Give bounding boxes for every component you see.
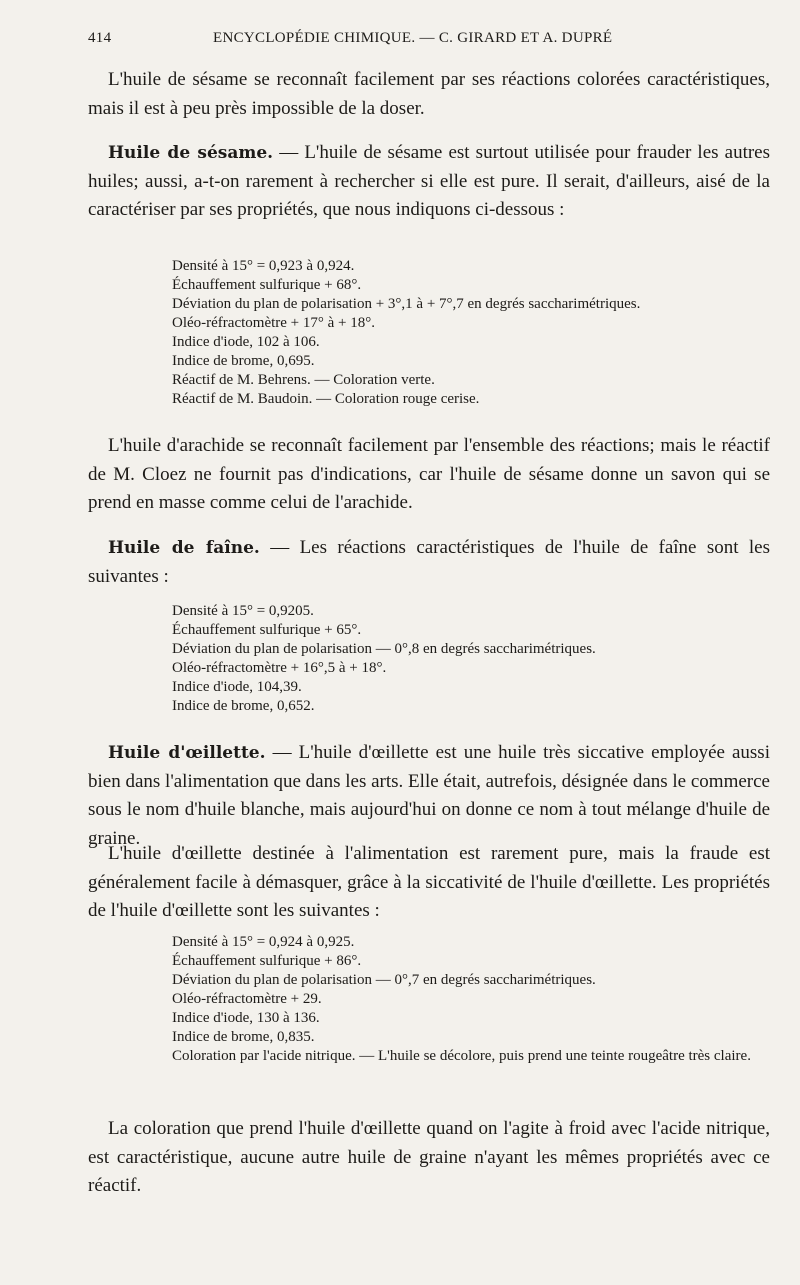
list-item: Déviation du plan de polarisation — 0°,8 en degrés saccharimétriques. [172, 641, 596, 657]
list-item: Déviation du plan de polarisation — 0°,7 en degrés saccharimétriques. [172, 972, 596, 988]
list-item: Indice de brome, 0,695. [172, 353, 315, 369]
list-item: Échauffement sulfurique + 86°. [172, 953, 362, 969]
list-item: Densité à 15° = 0,9205. [172, 603, 314, 619]
list-item: Oléo-réfractomètre + 16°,5 à + 18°. [172, 660, 387, 676]
section-huile-oeillette: Huile d'œillette. — L'huile d'œillette est une huile très siccative employée aussi bien dans l'alimentation que dans les arts. Elle était, autrefois, désignée dans le commerce sous le nom d'huile blanche, mais aujourd'hui on donne ce nom à tout mélange d'huile de graine. [88, 742, 770, 849]
list-item: Coloration par l'acide nitrique. — L'huile se décolore, puis prend une teinte rougeâtre très claire. [172, 1048, 751, 1064]
running-title: ENCYCLOPÉDIE CHIMIQUE. — C. GIRARD ET A. DUPRÉ [213, 30, 613, 46]
section-heading: Huile d'œillette. [108, 743, 266, 763]
list-item: Réactif de M. Baudoin. — Coloration rouge cerise. [172, 391, 480, 407]
section-heading: Huile de faîne. [108, 538, 260, 558]
section-huile-sesame: Huile de sésame. — L'huile de sésame est surtout utilisée pour frauder les autres huiles; aussi, a-t-on rarement à rechercher si elle est pure. Il serait, d'ailleurs, aisé de la caractériser par ses propriétés, que nous indiquons ci-dessous : [88, 142, 770, 220]
paragraph-final: La coloration que prend l'huile d'œillette quand on l'agite à froid avec l'acide nitrique, est caractéristique, aucune autre huile de graine n'ayant les mêmes propriétés avec ce réactif. [88, 1118, 770, 1196]
faine-properties-list [172, 602, 772, 716]
paragraph-sesame-intro: L'huile de sésame se reconnaît facilement par ses réactions colorées caractéristiques, mais il est à peu près impossible de la doser. [88, 69, 770, 119]
paragraph-arachide: L'huile d'arachide se reconnaît facilement par l'ensemble des réactions; mais le réactif de M. Cloez ne fournit pas d'indications, car l'huile de sésame donne un savon qui se prend en masse comme celui de l'arachide. [88, 435, 770, 513]
list-item: Indice d'iode, 102 à 106. [172, 334, 320, 350]
list-item: Réactif de M. Behrens. — Coloration verte. [172, 372, 435, 388]
list-item: Indice d'iode, 104,39. [172, 679, 302, 695]
section-huile-faine: Huile de faîne. — Les réactions caractéristiques de l'huile de faîne sont les suivantes : [88, 537, 771, 587]
page-number: 414 [88, 30, 112, 46]
list-item: Échauffement sulfurique + 68°. [172, 277, 362, 293]
sesame-properties-list [172, 257, 772, 409]
oeillette-properties-list [172, 933, 772, 1066]
list-item: Déviation du plan de polarisation + 3°,1 à + 7°,7 en degrés saccharimétriques. [172, 296, 641, 312]
list-item: Indice de brome, 0,652. [172, 698, 315, 714]
list-item: Oléo-réfractomètre + 17° à + 18°. [172, 315, 375, 331]
list-item: Densité à 15° = 0,924 à 0,925. [172, 934, 355, 950]
list-item: Oléo-réfractomètre + 29. [172, 991, 322, 1007]
list-item: Densité à 15° = 0,923 à 0,924. [172, 258, 355, 274]
list-item: Indice de brome, 0,835. [172, 1029, 315, 1045]
list-item: Échauffement sulfurique + 65°. [172, 622, 362, 638]
section-heading: Huile de sésame. [108, 143, 274, 163]
list-item: Indice d'iode, 130 à 136. [172, 1010, 320, 1026]
paragraph-oeillette-fraude: L'huile d'œillette destinée à l'alimentation est rarement pure, mais la fraude est généralement facile à démasquer, grâce à la siccativité de l'huile d'œillette. Les propriétés de l'huile d'œillette sont les suivantes : [88, 843, 770, 921]
